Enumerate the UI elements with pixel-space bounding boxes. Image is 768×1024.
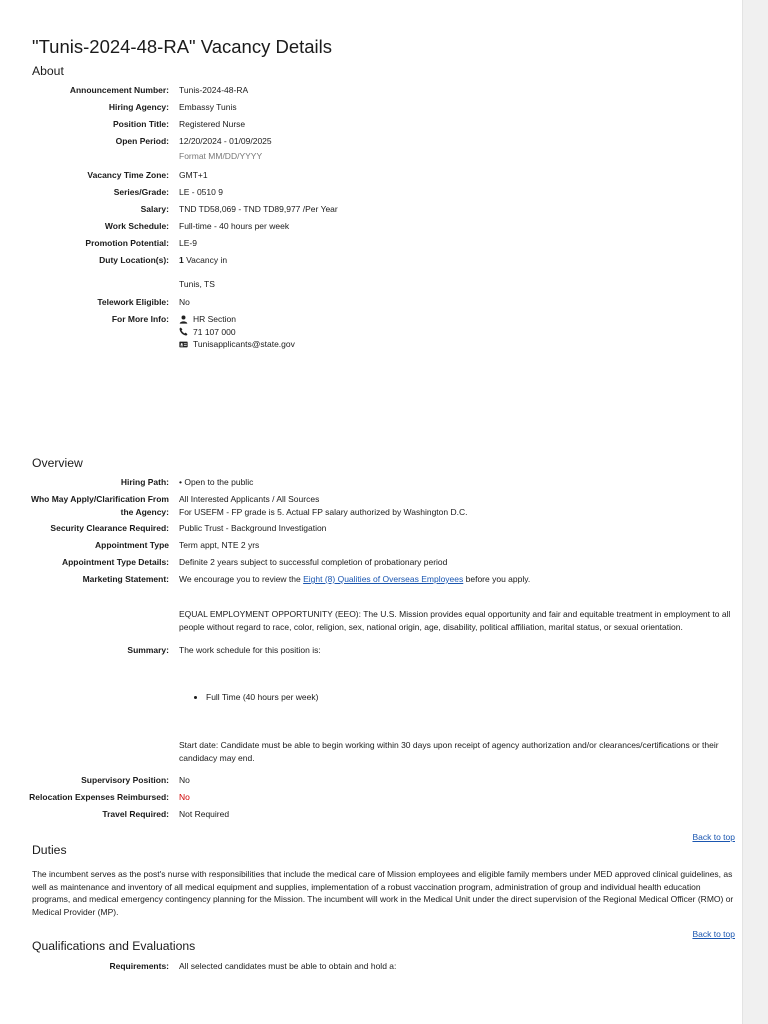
salary-value: TND TD58,069 - TND TD89,977 /Per Year: [179, 204, 338, 214]
relocation-expenses-label: Relocation Expenses Reimbursed:: [29, 792, 169, 802]
work-schedule-value: Full-time - 40 hours per week: [179, 221, 290, 231]
vacancy-time-zone-label: Vacancy Time Zone:: [87, 170, 169, 180]
appointment-type-details-label: Appointment Type Details:: [61, 557, 169, 567]
hiring-agency-label: Hiring Agency:: [108, 102, 169, 112]
vacancy-count: 1: [179, 255, 184, 265]
marketing-text-after: before you apply.: [463, 574, 531, 584]
promotion-potential-label: Promotion Potential:: [85, 238, 169, 248]
back-to-top-link[interactable]: Back to top: [692, 929, 735, 939]
who-may-apply-line2: For USEFM - FP grade is 5. Actual FP salary authorized by Washington D.C.: [179, 506, 468, 517]
eeo-statement: EQUAL EMPLOYMENT OPPORTUNITY (EEO): The U.S. Mission provides equal opportunity and fair and equitable treatment in employment to all people without regard to race, color, religion, sex, national origin, age, disability, political affiliation, marital status, or sexual orientation.: [179, 609, 731, 632]
relocation-expenses-value: No: [179, 792, 190, 802]
promotion-potential-value: LE-9: [179, 238, 197, 248]
duty-location-city: Tunis, TS: [179, 279, 215, 289]
announcement-number-label: Announcement Number:: [69, 85, 169, 95]
more-info-label: For More Info:: [111, 314, 169, 324]
section-about-heading: About: [32, 64, 64, 78]
marketing-text-before: We encourage you to review the: [179, 574, 304, 584]
summary-intro: The work schedule for this position is:: [179, 645, 321, 655]
marketing-statement-value: [179, 573, 735, 586]
appointment-type-value: Term appt, NTE 2 yrs: [179, 540, 260, 550]
appointment-type-details-value: Definite 2 years subject to successful completion of probationary period: [179, 557, 448, 567]
hiring-path-label: Hiring Path:: [120, 477, 169, 487]
contact-email-row: [179, 338, 735, 351]
section-duties-heading: Duties: [32, 843, 67, 857]
page-title: "Tunis-2024-48-RA" Vacancy Details: [32, 36, 333, 57]
phone-icon: [179, 327, 188, 336]
series-grade-label: Series/Grade:: [113, 187, 169, 197]
security-clearance-label: Security Clearance Required:: [50, 523, 169, 533]
summary-start-date: Start date: Candidate must be able to begin working within 30 days upon receipt of agency authorization and/or clearances/certifications or their candidacy may end.: [179, 740, 719, 763]
hiring-path-value: • Open to the public: [179, 477, 254, 487]
vacancy-time-zone-value: GMT+1: [179, 170, 208, 180]
position-title-value: Registered Nurse: [179, 119, 246, 129]
contact-name: HR Section: [193, 314, 236, 324]
who-may-apply-label: [19, 493, 169, 518]
section-qualifications-heading: Qualifications and Evaluations: [32, 939, 196, 953]
announcement-number-value: Tunis-2024-48-RA: [179, 85, 249, 95]
date-format-note: Format MM/DD/YYYY: [179, 151, 263, 161]
open-period-label: Open Period:: [115, 136, 169, 146]
telework-eligible-label: Telework Eligible:: [97, 297, 169, 307]
who-may-apply-line1: All Interested Applicants / All Sources: [179, 494, 320, 504]
duty-locations-label: Duty Location(s):: [99, 255, 169, 265]
marketing-statement-label: Marketing Statement:: [82, 574, 169, 584]
back-to-top-link[interactable]: Back to top: [692, 832, 735, 842]
series-grade-value: LE - 0510 9: [179, 187, 223, 197]
summary-bullet-full-time: • Full Time (40 hours per week): [206, 691, 735, 704]
contact-phone-row: [179, 326, 735, 339]
who-may-apply-label-line1: Who May Apply/Clarification From: [30, 494, 169, 504]
duties-text: The incumbent serves as the post's nurse with responsibilities that include the medical care of Mission employees and eligible family members under MED approved clinical guidelines, as well as maintenance and inventory of all medical equipment and supplies, implementation of a robust vaccination program, administration of group and individual health education programs, and medical emergency contingency planning for the Mission. The incumbent will work in the Medical Unit under the direct supervision of the Regional Medical Officer (RMO) or Medical Provider (MP).: [32, 869, 734, 917]
contact-name-row: [179, 313, 735, 326]
eight-qualities-link[interactable]: Eight (8) Qualities of Overseas Employees: [303, 574, 464, 584]
person-icon: [179, 315, 188, 324]
position-title-label: Position Title:: [112, 119, 169, 129]
hiring-agency-value: Embassy Tunis: [179, 102, 237, 112]
appointment-type-label: Appointment Type: [95, 540, 169, 550]
security-clearance-value: Public Trust - Background Investigation: [179, 523, 327, 533]
supervisory-position-label: Supervisory Position:: [81, 775, 169, 785]
requirements-label: Requirements:: [109, 961, 169, 971]
requirements-value: All selected candidates must be able to obtain and hold a:: [179, 961, 397, 971]
work-schedule-label: Work Schedule:: [104, 221, 169, 231]
travel-required-value: Not Required: [179, 809, 230, 819]
salary-label: Salary:: [140, 204, 169, 214]
section-overview-heading: Overview: [32, 456, 83, 470]
travel-required-label: Travel Required:: [102, 809, 169, 819]
telework-eligible-value: No: [179, 297, 190, 307]
summary-label: Summary:: [127, 645, 169, 655]
duty-locations-value: [179, 254, 735, 267]
vacancy-count-suffix: Vacancy in: [186, 255, 228, 265]
who-may-apply-value: [179, 493, 735, 518]
id-card-icon: [179, 340, 188, 349]
supervisory-position-value: No: [179, 775, 190, 785]
who-may-apply-label-line2: the Agency:: [120, 506, 169, 517]
open-period-value: 12/20/2024 - 01/09/2025: [179, 136, 272, 146]
contact-email: Tunisapplicants@state.gov: [193, 339, 295, 349]
contact-phone: 71 107 000: [193, 326, 236, 337]
more-info-contacts: [179, 313, 735, 351]
summary-list: [179, 691, 735, 704]
